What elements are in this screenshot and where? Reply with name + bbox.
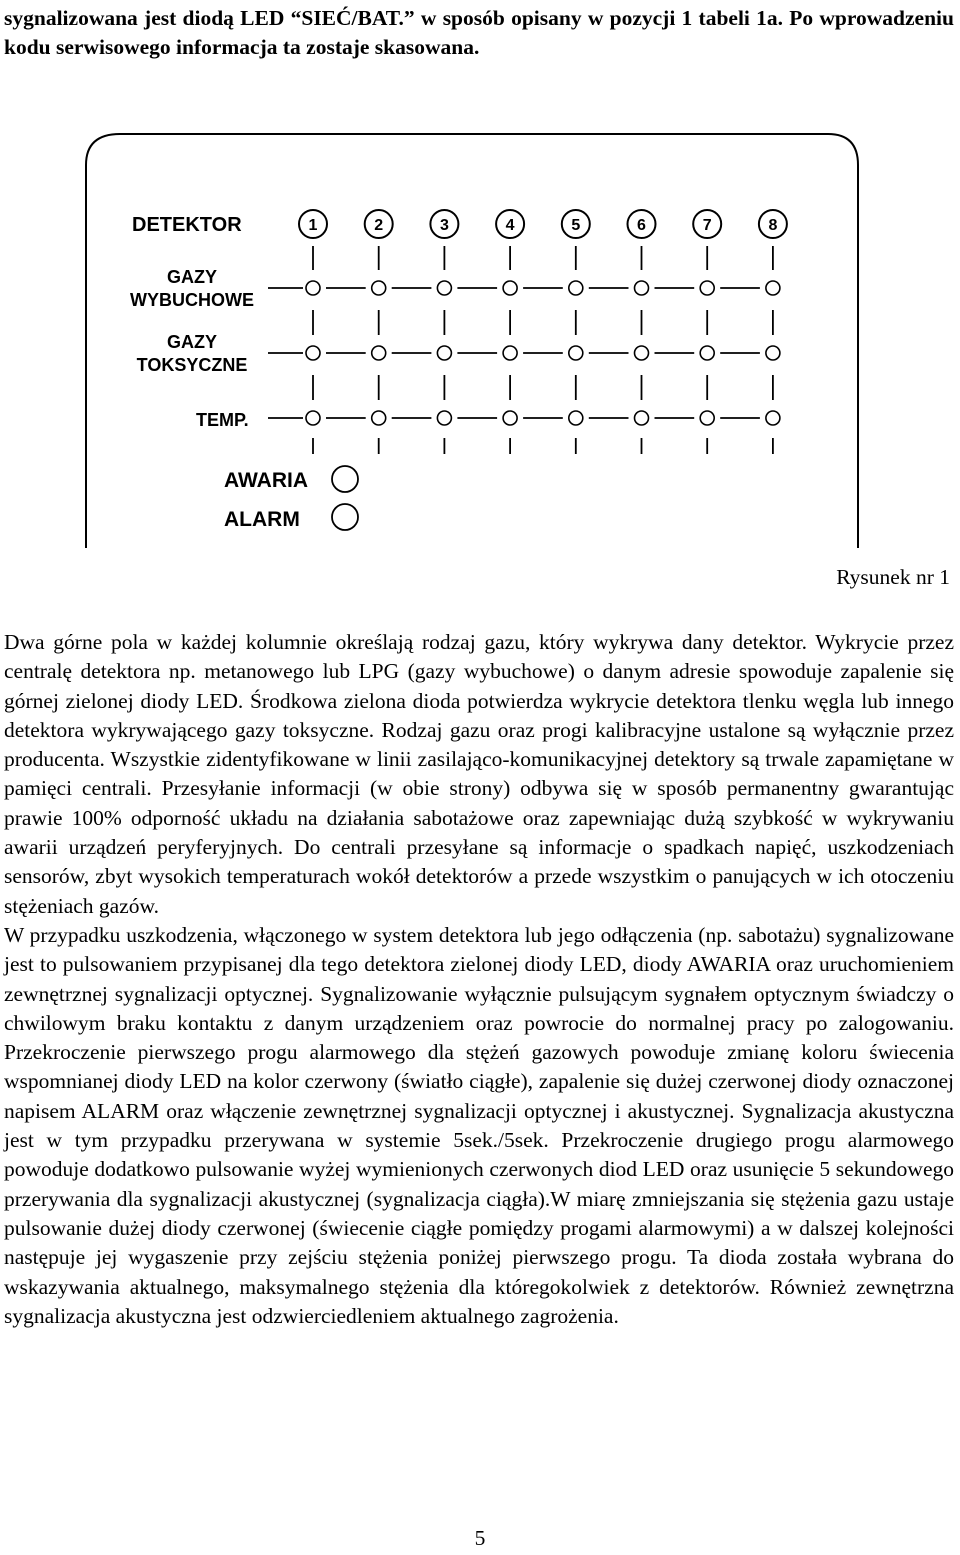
led-indicator: [766, 281, 780, 295]
led-indicator: [372, 281, 386, 295]
led-indicator: [503, 346, 517, 360]
led-panel-figure: [0, 120, 960, 560]
awaria-led: [332, 466, 358, 492]
column-number-1: 1: [308, 217, 318, 234]
alarm-label: ALARM: [224, 508, 300, 531]
led-indicator: [306, 411, 320, 425]
column-number-2: 2: [374, 217, 384, 234]
led-indicator: [437, 411, 451, 425]
page-number: 5: [474, 1526, 486, 1550]
led-indicator: [437, 346, 451, 360]
row-label-wybuchowe: WYBUCHOWE: [130, 290, 254, 310]
led-indicator: [700, 346, 714, 360]
led-indicator: [766, 411, 780, 425]
column-number-7: 7: [702, 217, 712, 234]
led-indicator: [635, 411, 649, 425]
led-indicator: [306, 346, 320, 360]
led-indicator: [503, 281, 517, 295]
led-indicator: [635, 281, 649, 295]
column-number-8: 8: [768, 217, 778, 234]
body-paragraph-2: W przypadku uszkodzenia, włączonego w system detektora lub jego odłączenia (np. sabotażu) sygnalizowane jest to pulsowaniem przypisanej dla tego detektora zielonej diody LED, diody AWARIA oraz uruchomieniem zewnętrznej sygnalizacji optycznej. Sygnalizowanie wyłącznie pulsującym sygnałem optycznym świadczy o chwilowym braku kontaktu z danym urządzeniem oraz powrocie do normalnej pracy po zalogowaniu. Przekroczenie pierwszego progu alarmowego dla stężeń gazowych powoduje zmianę koloru świecenia wspomnianej diody LED na kolor czerwony (światło ciągłe), zapalenie się dużej czerwonej diody oznaczonej napisem ALARM oraz włączenie zewnętrznej sygnalizacji optycznej i akustycznej. Sygnalizacja akustyczna jest w tym przypadku przerywana w systemie 5sek./5sek. Przekroczenie drugiego progu alarmowego powoduje dodatkowo pulsowanie wyżej wymienionych czerwonych diod LED oraz usunięcie 5 sekundowego przerywania dla sygnalizacji akustycznej (sygnalizacja ciągła).W miarę zmniejszania się stężenia gazu ustaje pulsowanie dużej diody czerwonej (świecenie ciągłe pomiędzy progami alarmowymi) a w dalszej kolejności następuje jej wygaszenie przy zejściu stężenia poniżej pierwszego progu. Ta dioda została wybrana do wskazywania aktualnego, maksymalnego stężenia dla któregokolwiek z detektorów. Również zewnętrzna sygnalizacja akustyczna jest odzwierciedleniem aktualnego zagrożenia.: [4, 922, 954, 1328]
led-indicator: [766, 346, 780, 360]
led-indicator: [569, 281, 583, 295]
led-indicator: [569, 411, 583, 425]
led-indicator: [437, 281, 451, 295]
led-indicator: [372, 346, 386, 360]
led-indicator: [306, 281, 320, 295]
body-paragraph-1: Dwa górne pola w każdej kolumnie określają rodzaj gazu, który wykrywa dany detektor. Wykrycie przez centralę detektora np. metanowego lub LPG (gazy wybuchowe) o danym adresie spowoduje zapalenie się górnej zielonej diody LED. Środkowa zielona dioda potwierdza wykrycie detektora tlenku węgla lub innego detektora wykrywającego gazy toksyczne. Rodzaj gazu oraz progi kalibracyjne ustalone są wyłącznie przez producenta. Wszystkie zidentyfikowane w linii zasilająco-komunikacyjnej detektory są trwale zapamiętane w pamięci centrali. Przesyłanie informacji (w obie strony) odbywa się w sposób permanentny gwarantując prawie 100% odporność układu na działania sabotażowe oraz zapewniając dużą szybkość w wykrywaniu awarii urządzeń peryferyjnych. Do centrali przesyłane są informacje o spadkach napięć, uszkodzeniach sensorów, zbyt wysokich temperaturach wokół detektorów a przede wszystkim o panujących w ich otoczeniu stężeniach gazów.: [4, 630, 954, 918]
column-number-6: 6: [637, 217, 646, 234]
led-indicator: [503, 411, 517, 425]
body-text: [4, 628, 954, 1331]
row-label-gazy-2: GAZY: [166, 332, 218, 352]
figure-caption: Rysunek nr 1: [836, 565, 950, 589]
column-number-4: 4: [505, 217, 515, 234]
column-number-3: 3: [439, 217, 449, 234]
row-label-temp: TEMP.: [196, 410, 249, 430]
intro-paragraph: sygnalizowana jest diodą LED “SIEĆ/BAT.” w sposób opisany w pozycji 1 tabeli 1a. Po wprowadzeniu kodu serwisowego informacja ta zostaje skasowana.: [4, 6, 954, 59]
alarm-led: [332, 504, 358, 530]
row-label-gazy: GAZY: [166, 267, 218, 287]
led-indicator: [635, 346, 649, 360]
row-label-toksyczne: TOKSYCZNE: [136, 355, 248, 375]
detektor-label: DETEKTOR: [132, 214, 242, 236]
column-number-5: 5: [571, 217, 581, 234]
led-indicator: [569, 346, 583, 360]
led-indicator: [700, 281, 714, 295]
led-indicator: [372, 411, 386, 425]
awaria-label: AWARIA: [224, 469, 308, 492]
led-indicator: [700, 411, 714, 425]
intro-text-block: [4, 4, 954, 62]
